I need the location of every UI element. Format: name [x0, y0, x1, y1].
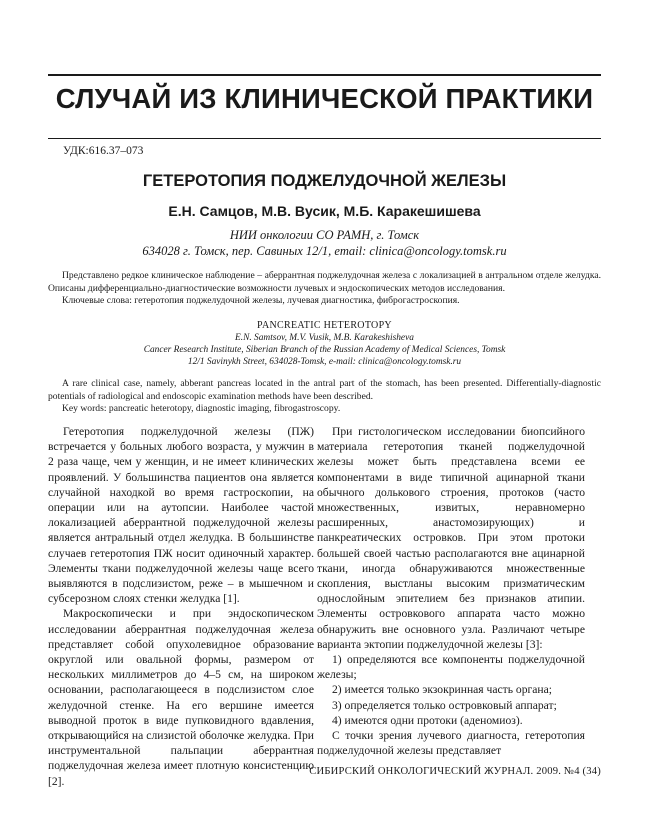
- english-authors: E.N. Samtsov, M.V. Vusik, M.B. Karakeshisheva: [235, 333, 414, 343]
- keywords-english: Key words: pancreatic heterotopy, diagnostic imaging, fibrogastroscopy.: [62, 403, 341, 414]
- list-item: 4) имеются одни протоки (аденомиоз).: [332, 713, 523, 727]
- affiliation-address: 634028 г. Томск, пер. Савиных 12/1, email: clinica@oncology.tomsk.ru: [142, 244, 507, 258]
- list-item: 1) определяются все компоненты поджелудочной железы;: [317, 653, 585, 682]
- body-paragraph: Макроскопически и при эндоскопическом исследовании аберрантная поджелудочная железа представляет собой опухолевидное образование округлой или овальной формы, размером от нескольких миллиметров до 4–5 см, на широком основании, располагающееся в подслизистом слое желудочной стенке. На его вершине имеется выводной проток в виде пупковидного вдавления, открывающийся на слизистой оболочке желудка. При инструментальной пальпации аберрантная поджелудочная железа имеет плотную консистенцию [2].: [48, 607, 314, 788]
- article-authors: Е.Н. Самцов, М.В. Вусик, М.Б. Каракешишева: [168, 203, 481, 219]
- abstract-russian-text: Представлено редкое клиническое наблюдение – аберрантная поджелудочная железа с локализацией в антральном отделе желудка. Описаны дифференциально-диагностические возможности лучевых и эндоскопических методов исследования.: [48, 270, 601, 294]
- abstract-russian: [48, 270, 601, 308]
- list-item: 2) имеется только экзокринная часть органа;: [332, 683, 552, 697]
- article-title: ГЕТЕРОТОПИЯ ПОДЖЕЛУДОЧНОЙ ЖЕЛЕЗЫ: [142, 172, 507, 190]
- list-item: 3) определяется только островковый аппарат;: [332, 698, 557, 712]
- journal-footer: СИБИРСКИЙ ОНКОЛОГИЧЕСКИЙ ЖУРНАЛ. 2009. №4 (34): [309, 766, 601, 777]
- header-bottom-rule: [48, 138, 601, 139]
- body-column-left: [48, 424, 314, 789]
- header-top-rule: [48, 74, 601, 76]
- body-paragraph: Гетеротопия поджелудочной железы (ПЖ) встречается у больных любого возраста, у мужчин в 2 раза чаще, чем у женщин, и не имеет клинических проявлений. У большинства пациентов она является случайной находкой во время гастроскопии, на операции или на аутопсии. Наиболее частой локализацией аберрантной поджелудочной железы является антральный отдел желудка. В большинстве случаев гетеротопия ПЖ носит одиночный характер. Элементы ткани поджелудочной железы чаще всего выявляются в подслизистом, реже – в мышечном и субсерозном слоях стенки желудка [1].: [48, 425, 314, 606]
- english-title: PANCREATIC HETEROTOPY: [257, 320, 392, 331]
- body-paragraph: При гистологическом исследовании биопсийного материала гетеротопия тканей поджелудочной железы может быть представлена всеми ее компонентами в виде типичной ацинарной ткани обычного долькового строения, протоков (часто множественных, извитых, неравномерно расширенных, анастомозирующих) и панкреатических островков. При этом протоки большей своей частью располагаются вне ацинарной ткани, иногда обнаруживаются множественные скопления, выстланы высоким призматическим однослойным эпителием без признаков атипии. Элементы островкового аппарата часто можно обнаружить вне основного узла. Различают четыре варианта эктопии поджелудочной железы [3]:: [317, 425, 585, 651]
- body-column-right: [317, 424, 585, 758]
- abstract-english-text: A rare clinical case, namely, abberant pancreas located in the antral part of the stomach, has been presented. Differentially-diagnostic potentials of radiological and endoscopic examination methods have been described.: [48, 378, 601, 402]
- affiliation-institute: НИИ онкологии СО РАМН, г. Томск: [229, 228, 420, 242]
- english-affiliation-institute: Cancer Research Institute, Siberian Branch of the Russian Academy of Medical Sciences, Tomsk: [143, 345, 506, 355]
- body-paragraph: С точки зрения лучевого диагноста, гетеротопия поджелудочной железы представляет: [317, 729, 585, 758]
- section-title: СЛУЧАЙ ИЗ КЛИНИЧЕСКОЙ ПРАКТИКИ: [55, 83, 594, 114]
- keywords-russian: Ключевые слова: гетеротопия поджелудочной железы, лучевая диагностика, фиброгастроскопия.: [62, 295, 460, 306]
- english-affiliation-address: 12/1 Savinykh Street, 634028-Tomsk, e-mail: clinica@oncology.tomsk.ru: [187, 357, 462, 367]
- abstract-english: [48, 378, 601, 416]
- udc-code: УДК:616.37–073: [63, 145, 144, 157]
